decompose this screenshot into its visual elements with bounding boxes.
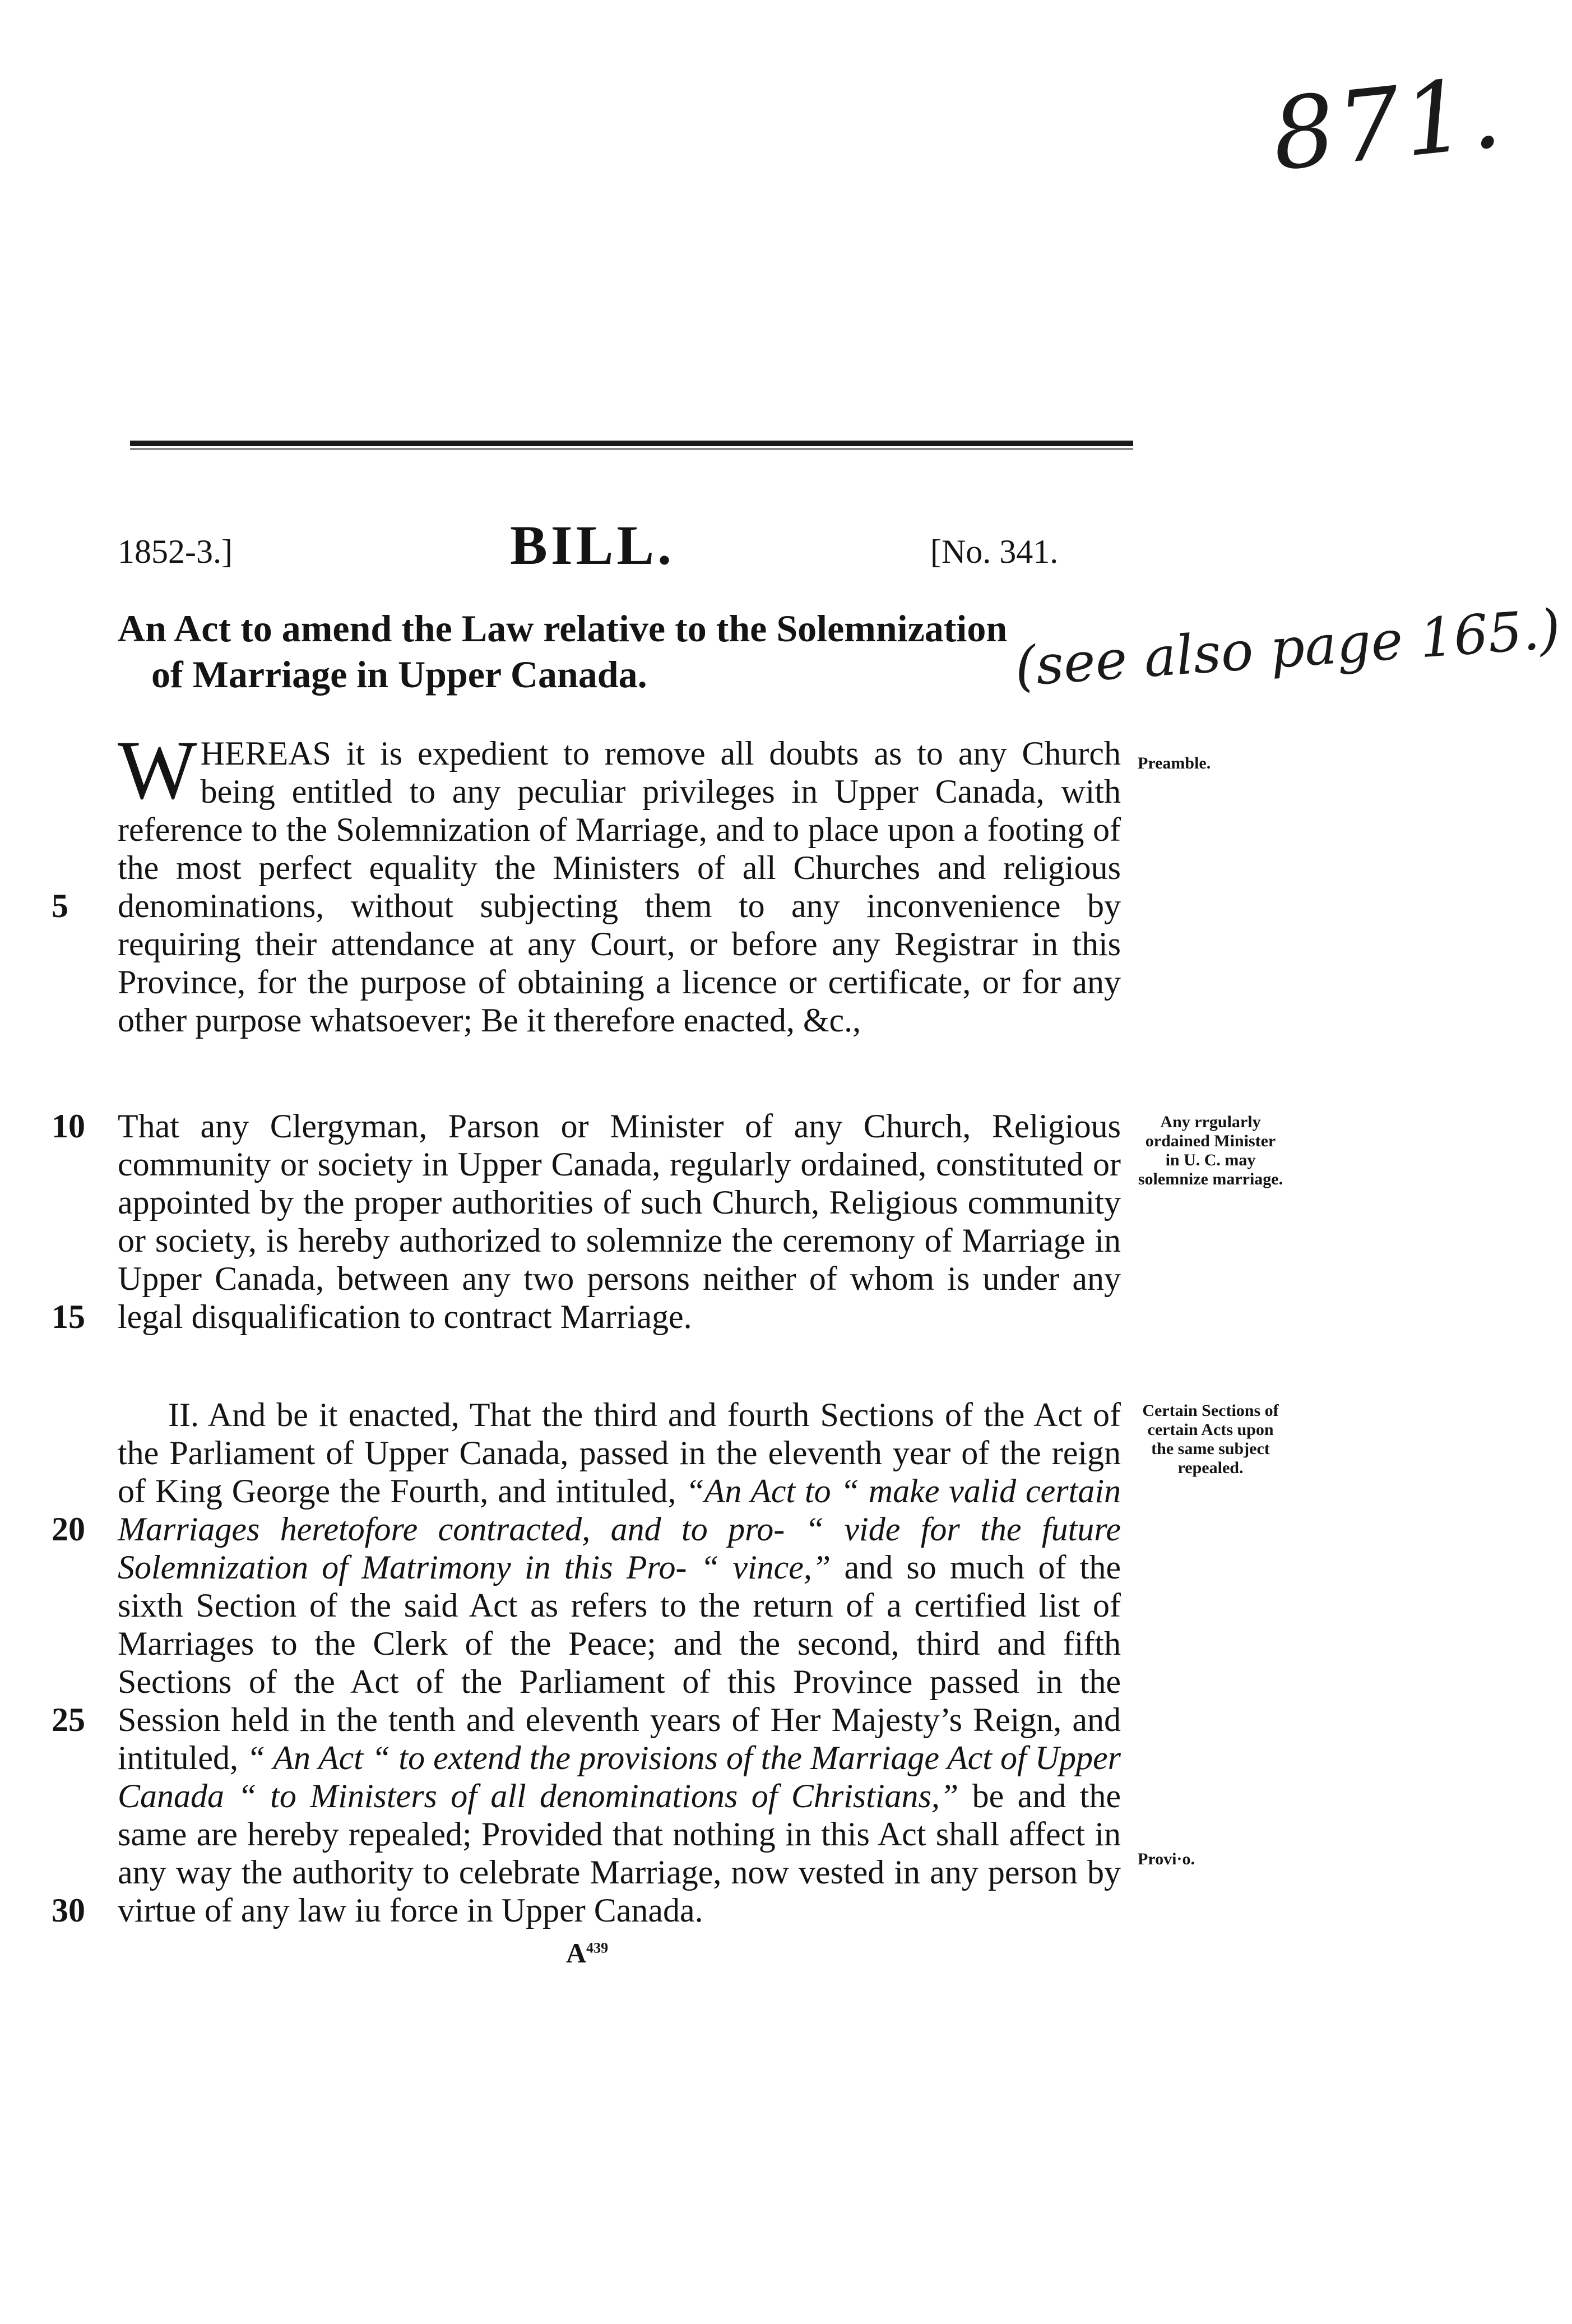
document-type-heading: BILL.: [510, 514, 675, 576]
signature-letter: A: [566, 1937, 587, 1969]
section-2-quoted-act-title-1: “An Act to “ make valid certain Marriages heretofore contracted, and to pro- “ vide for the future Solemnization of Matrimony in this Pro- “ vince,”: [118, 1473, 1121, 1586]
margin-note-section-1: Any rrgularly ordained Minister in U. C. may solemnize marriage.: [1138, 1113, 1283, 1188]
line-number-10: 10: [52, 1108, 85, 1145]
margin-note-preamble: Preamble.: [1138, 754, 1211, 772]
printer-signature-mark: [566, 1937, 608, 1969]
margin-note-proviso: Provi·o.: [1138, 1850, 1195, 1868]
margin-note-section-2: Certain Sections of certain Acts upon the same subject repealed.: [1142, 1401, 1279, 1477]
section-2-text-part-2: and so much of the sixth Section of the said Act as refers to the return of a certified list of Marriages to the Clerk of the Peace; and the second, third and fifth Sections of the Act of the Parliament of this Province passed in the Session held in the tenth and eleventh years of Her Majesty’s Reign, and intituled,: [118, 1549, 1121, 1776]
line-number-15: 15: [52, 1298, 85, 1335]
line-number-30: 30: [52, 1892, 85, 1929]
section-2-quoted-act-title-2: “ An Act “ to extend the provisions of the Marriage Act of Upper Canada “ to Ministers of all denominations of Christians,”: [118, 1739, 1121, 1814]
act-title-line-2: of Marriage in Upper Canada.: [151, 653, 647, 696]
preamble-paragraph: [118, 724, 1121, 1039]
line-number-25: 25: [52, 1701, 85, 1738]
section-2-text-part-1: II. And be it enacted, That the third and fourth Sections of the Act of the Parliament of Upper Canada, passed in the eleventh year of the reign of King George the Fourth, and intituled,: [118, 1396, 1121, 1510]
handwritten-see-also-note: (see also page 165.): [1013, 598, 1562, 698]
section-1-paragraph: That any Clergyman, Parson or Minister of any Church, Religious community or society in Upper Canada, regularly ordained, constituted or appointed by the proper authorities of such Church, Religious community or society, is hereby authorized to solemnize the ceremony of Marriage in Upper Canada, between any two persons neither of whom is under any legal disqualification to contract Marriage.: [118, 1108, 1121, 1335]
bill-number: [No. 341.: [930, 533, 1059, 570]
act-title-line-1: An Act to amend the Law relative to the Solemnization: [118, 607, 1008, 650]
section-2-paragraph: [118, 1396, 1121, 1929]
header-rule: [130, 441, 1133, 446]
drop-cap: W: [118, 724, 197, 817]
preamble-text: HEREAS it is expedient to remove all doubts as to any Church being entitled to any peculiar privileges in Upper Canada, with reference to the Solemnization of Marriage, and to place upon a footing of the most perfect equality the Ministers of all Churches and religious denominations, without subjecting them to any inconvenience by requiring their attendance at any Court, or before any Registrar in this Province, for the purpose of obtaining a licence or certificate, or for any other purpose whatsoever; Be it therefore enacted, &c.,: [118, 735, 1121, 1039]
section-2-text-part-3: be and the same are hereby repealed; Provided that nothing in this Act shall affect in any way the authority to celebrate Marriage, now vested in any person by virtue of any law iu force in Upper Canada.: [118, 1777, 1121, 1929]
act-title: [118, 605, 1126, 697]
session-label: 1852-3.]: [118, 533, 233, 570]
header-rule-thin: [130, 448, 1133, 450]
signature-number: 439: [586, 1939, 609, 1956]
line-number-5: 5: [52, 887, 68, 924]
line-number-20: 20: [52, 1511, 85, 1548]
handwritten-page-number: 871.: [1267, 55, 1510, 193]
